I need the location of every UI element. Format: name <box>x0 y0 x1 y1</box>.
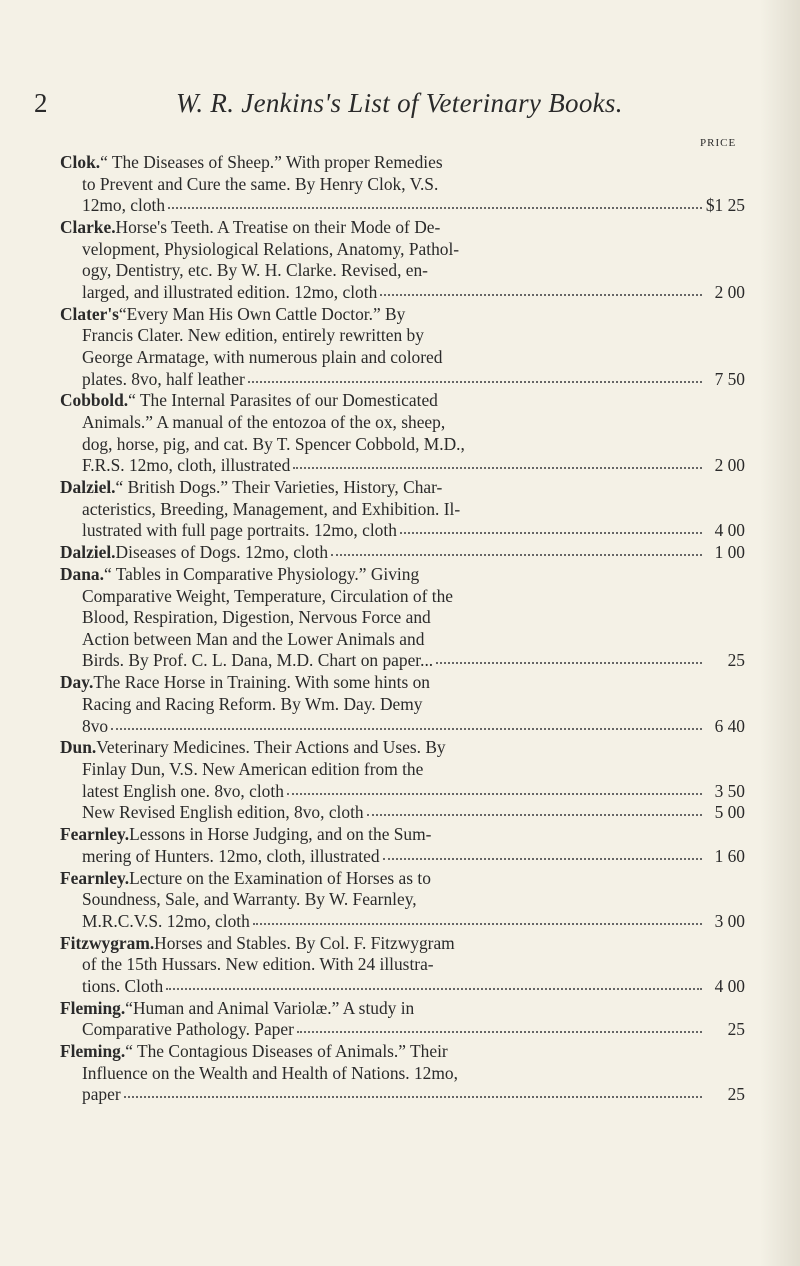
entry-price: 4 00 <box>714 520 745 541</box>
dot-leader <box>383 854 702 860</box>
entry-line <box>60 477 745 499</box>
entry-line <box>60 650 745 672</box>
entry-price: 1 00 <box>714 542 745 563</box>
entry-line <box>60 824 745 846</box>
entry-text: mering of Hunters. 12mo, cloth, illustrated <box>82 845 380 866</box>
dot-leader <box>436 658 702 664</box>
entry-text: latest English one. 8vo, cloth <box>82 780 284 801</box>
book-entry <box>60 477 745 542</box>
entry-line <box>60 868 745 890</box>
entry-text: The Race Horse in Training. With some hints on <box>93 672 430 693</box>
entry-line <box>60 607 745 629</box>
dot-leader <box>111 724 702 730</box>
entry-text: F.R.S. 12mo, cloth, illustrated <box>82 455 291 476</box>
entry-line <box>60 998 745 1020</box>
entry-price: 3 00 <box>714 910 745 931</box>
entry-line <box>60 195 745 217</box>
book-entry <box>60 564 745 672</box>
entry-author: Fleming. <box>60 1041 126 1062</box>
entry-text: lustrated with full page portraits. 12mo, cloth <box>82 520 397 541</box>
price-column-label: PRICE <box>700 137 737 149</box>
entry-price: 2 00 <box>714 455 745 476</box>
dot-leader <box>297 1027 702 1033</box>
entry-text: “Human and Animal Variolæ.” A study in <box>125 997 415 1018</box>
entry-price: 6 40 <box>714 715 745 736</box>
entry-line <box>60 347 745 369</box>
entry-author: Clarke. <box>60 217 116 238</box>
entry-text: of the 15th Hussars. New edition. With 24 illustra- <box>82 954 434 975</box>
entry-text: paper <box>82 1084 121 1105</box>
entry-line <box>60 954 745 976</box>
entry-price: 4 00 <box>714 975 745 996</box>
page-number: 2 <box>34 88 48 118</box>
entry-line <box>60 737 745 759</box>
entry-line <box>60 282 745 304</box>
page-edge-shadow <box>760 0 800 1266</box>
book-entry <box>60 868 745 933</box>
entry-text: Lessons in Horse Judging, and on the Sum- <box>129 824 432 845</box>
entry-text: 8vo <box>82 715 109 736</box>
entry-text: Horse's Teeth. A Treatise on their Mode of De- <box>115 217 441 238</box>
entry-text: Animals.” A manual of the entozoa of the ox, sheep, <box>82 412 446 433</box>
entry-line <box>60 455 745 477</box>
entry-price: 1 60 <box>714 845 745 866</box>
entry-author: Fearnley. <box>60 867 130 888</box>
entry-line <box>60 1041 745 1063</box>
entry-author: Fearnley. <box>60 824 130 845</box>
entry-text: Racing and Racing Reform. By Wm. Day. Demy <box>82 693 423 714</box>
entry-line <box>60 217 745 239</box>
dot-leader <box>380 290 702 296</box>
entry-text: Horses and Stables. By Col. F. Fitzwygram <box>154 932 455 953</box>
entry-price: 7 50 <box>714 368 745 389</box>
book-list <box>60 152 745 1106</box>
entry-price: 25 <box>727 1019 745 1040</box>
entry-line <box>60 304 745 326</box>
entry-line <box>60 325 745 347</box>
entry-text: Influence on the Wealth and Health of Nations. 12mo, <box>82 1062 458 1083</box>
entry-line <box>60 889 745 911</box>
entry-text: “ British Dogs.” Their Varieties, History, Char- <box>115 477 443 498</box>
book-entry <box>60 933 745 998</box>
entry-line <box>60 672 745 694</box>
entry-line <box>60 412 745 434</box>
entry-text: “ The Contagious Diseases of Animals.” Their <box>125 1041 448 1062</box>
book-entry <box>60 152 745 217</box>
entry-text: “ Tables in Comparative Physiology.” Giving <box>103 564 420 585</box>
entry-line <box>60 390 745 412</box>
entry-author: Dalziel. <box>60 477 116 498</box>
entry-line <box>60 911 745 933</box>
entry-line <box>60 1084 745 1106</box>
entry-line <box>60 781 745 803</box>
entry-line <box>60 846 745 868</box>
entry-text: plates. 8vo, half leather <box>82 368 245 389</box>
entry-line <box>60 802 745 824</box>
entry-text: velopment, Physiological Relations, Anatomy, Pathol- <box>82 238 460 259</box>
entry-line <box>60 933 745 955</box>
entry-text: Action between Man and the Lower Animals and <box>82 628 425 649</box>
entry-line <box>60 239 745 261</box>
entry-text: Soundness, Sale, and Warranty. By W. Fearnley, <box>82 889 417 910</box>
entry-text: ogy, Dentistry, etc. By W. H. Clarke. Revised, en- <box>82 260 428 281</box>
entry-text: Diseases of Dogs. 12mo, cloth <box>115 542 329 563</box>
book-entry <box>60 737 745 823</box>
entry-text: Veterinary Medicines. Their Actions and Uses. By <box>96 737 446 758</box>
dot-leader <box>293 463 702 469</box>
dot-leader <box>287 789 702 795</box>
book-entry <box>60 672 745 737</box>
entry-text: to Prevent and Cure the same. By Henry Clok, V.S. <box>82 173 439 194</box>
entry-author: Cobbold. <box>60 390 129 411</box>
entry-line <box>60 499 745 521</box>
entry-line <box>60 260 745 282</box>
entry-text: 12mo, cloth <box>82 195 166 216</box>
entry-author: Clater's <box>60 303 119 324</box>
entry-text: New Revised English edition, 8vo, cloth <box>82 802 364 823</box>
entry-text: Comparative Pathology. Paper <box>82 1019 294 1040</box>
book-entry <box>60 542 745 564</box>
entry-text: “Every Man His Own Cattle Doctor.” By <box>118 303 406 324</box>
entry-text: acteristics, Breeding, Management, and Exhibition. Il- <box>82 498 461 519</box>
entry-author: Fleming. <box>60 997 126 1018</box>
entry-line <box>60 520 745 542</box>
dot-leader <box>166 984 702 990</box>
book-entry <box>60 390 745 476</box>
entry-line <box>60 976 745 998</box>
book-entry <box>60 998 745 1041</box>
entry-author: Day. <box>60 672 94 693</box>
entry-line <box>60 564 745 586</box>
entry-text: “ The Internal Parasites of our Domesticated <box>128 390 438 411</box>
entry-text: larged, and illustrated edition. 12mo, cloth <box>82 281 378 302</box>
entry-author: Dun. <box>60 737 97 758</box>
book-entry <box>60 217 745 303</box>
entry-text: dog, horse, pig, and cat. By T. Spencer Cobbold, M.D., <box>82 433 465 454</box>
entry-text: Lecture on the Examination of Horses as to <box>129 867 431 888</box>
entry-text: Finlay Dun, V.S. New American edition from the <box>82 759 424 779</box>
entry-text: Birds. By Prof. C. L. Dana, M.D. Chart on paper... <box>82 650 434 671</box>
book-entry <box>60 824 745 867</box>
dot-leader <box>248 377 702 383</box>
entry-author: Dana. <box>60 564 104 585</box>
dot-leader <box>168 203 702 209</box>
entry-line <box>60 1019 745 1041</box>
entry-text: M.R.C.V.S. 12mo, cloth <box>82 910 250 931</box>
entry-line <box>60 716 745 738</box>
entry-price: 25 <box>727 650 745 671</box>
entry-text: tions. Cloth <box>82 975 164 996</box>
entry-text: Francis Clater. New edition, entirely rewritten by <box>82 325 424 346</box>
entry-text: “ The Diseases of Sheep.” With proper Remedies <box>100 152 443 172</box>
entry-author: Dalziel. <box>60 542 116 563</box>
dot-leader <box>400 528 702 534</box>
page-title: W. R. Jenkins's List of Veterinary Books. <box>176 88 623 118</box>
entry-line <box>60 434 745 456</box>
entry-price: $1 25 <box>705 195 745 216</box>
entry-text: Comparative Weight, Temperature, Circulation of the <box>82 585 454 606</box>
entry-line <box>60 174 745 196</box>
dot-leader <box>124 1092 702 1098</box>
entry-line <box>60 542 745 564</box>
entry-line <box>60 586 745 608</box>
entry-line <box>60 629 745 651</box>
book-entry <box>60 304 745 390</box>
dot-leader <box>367 810 702 816</box>
dot-leader <box>331 550 702 556</box>
entry-line <box>60 152 745 174</box>
entry-line <box>60 369 745 391</box>
entry-price: 3 50 <box>714 780 745 801</box>
entry-author: Clok. <box>60 152 101 172</box>
entry-line <box>60 694 745 716</box>
entry-line <box>60 1063 745 1085</box>
entry-price: 5 00 <box>714 802 745 823</box>
entry-price: 2 00 <box>714 281 745 302</box>
entry-line <box>60 759 745 781</box>
entry-text: George Armatage, with numerous plain and colored <box>82 346 443 367</box>
entry-text: Blood, Respiration, Digestion, Nervous Force and <box>82 607 431 628</box>
book-entry <box>60 1041 745 1106</box>
entry-author: Fitzwygram. <box>60 932 155 953</box>
dot-leader <box>253 919 702 925</box>
entry-price: 25 <box>727 1084 745 1105</box>
